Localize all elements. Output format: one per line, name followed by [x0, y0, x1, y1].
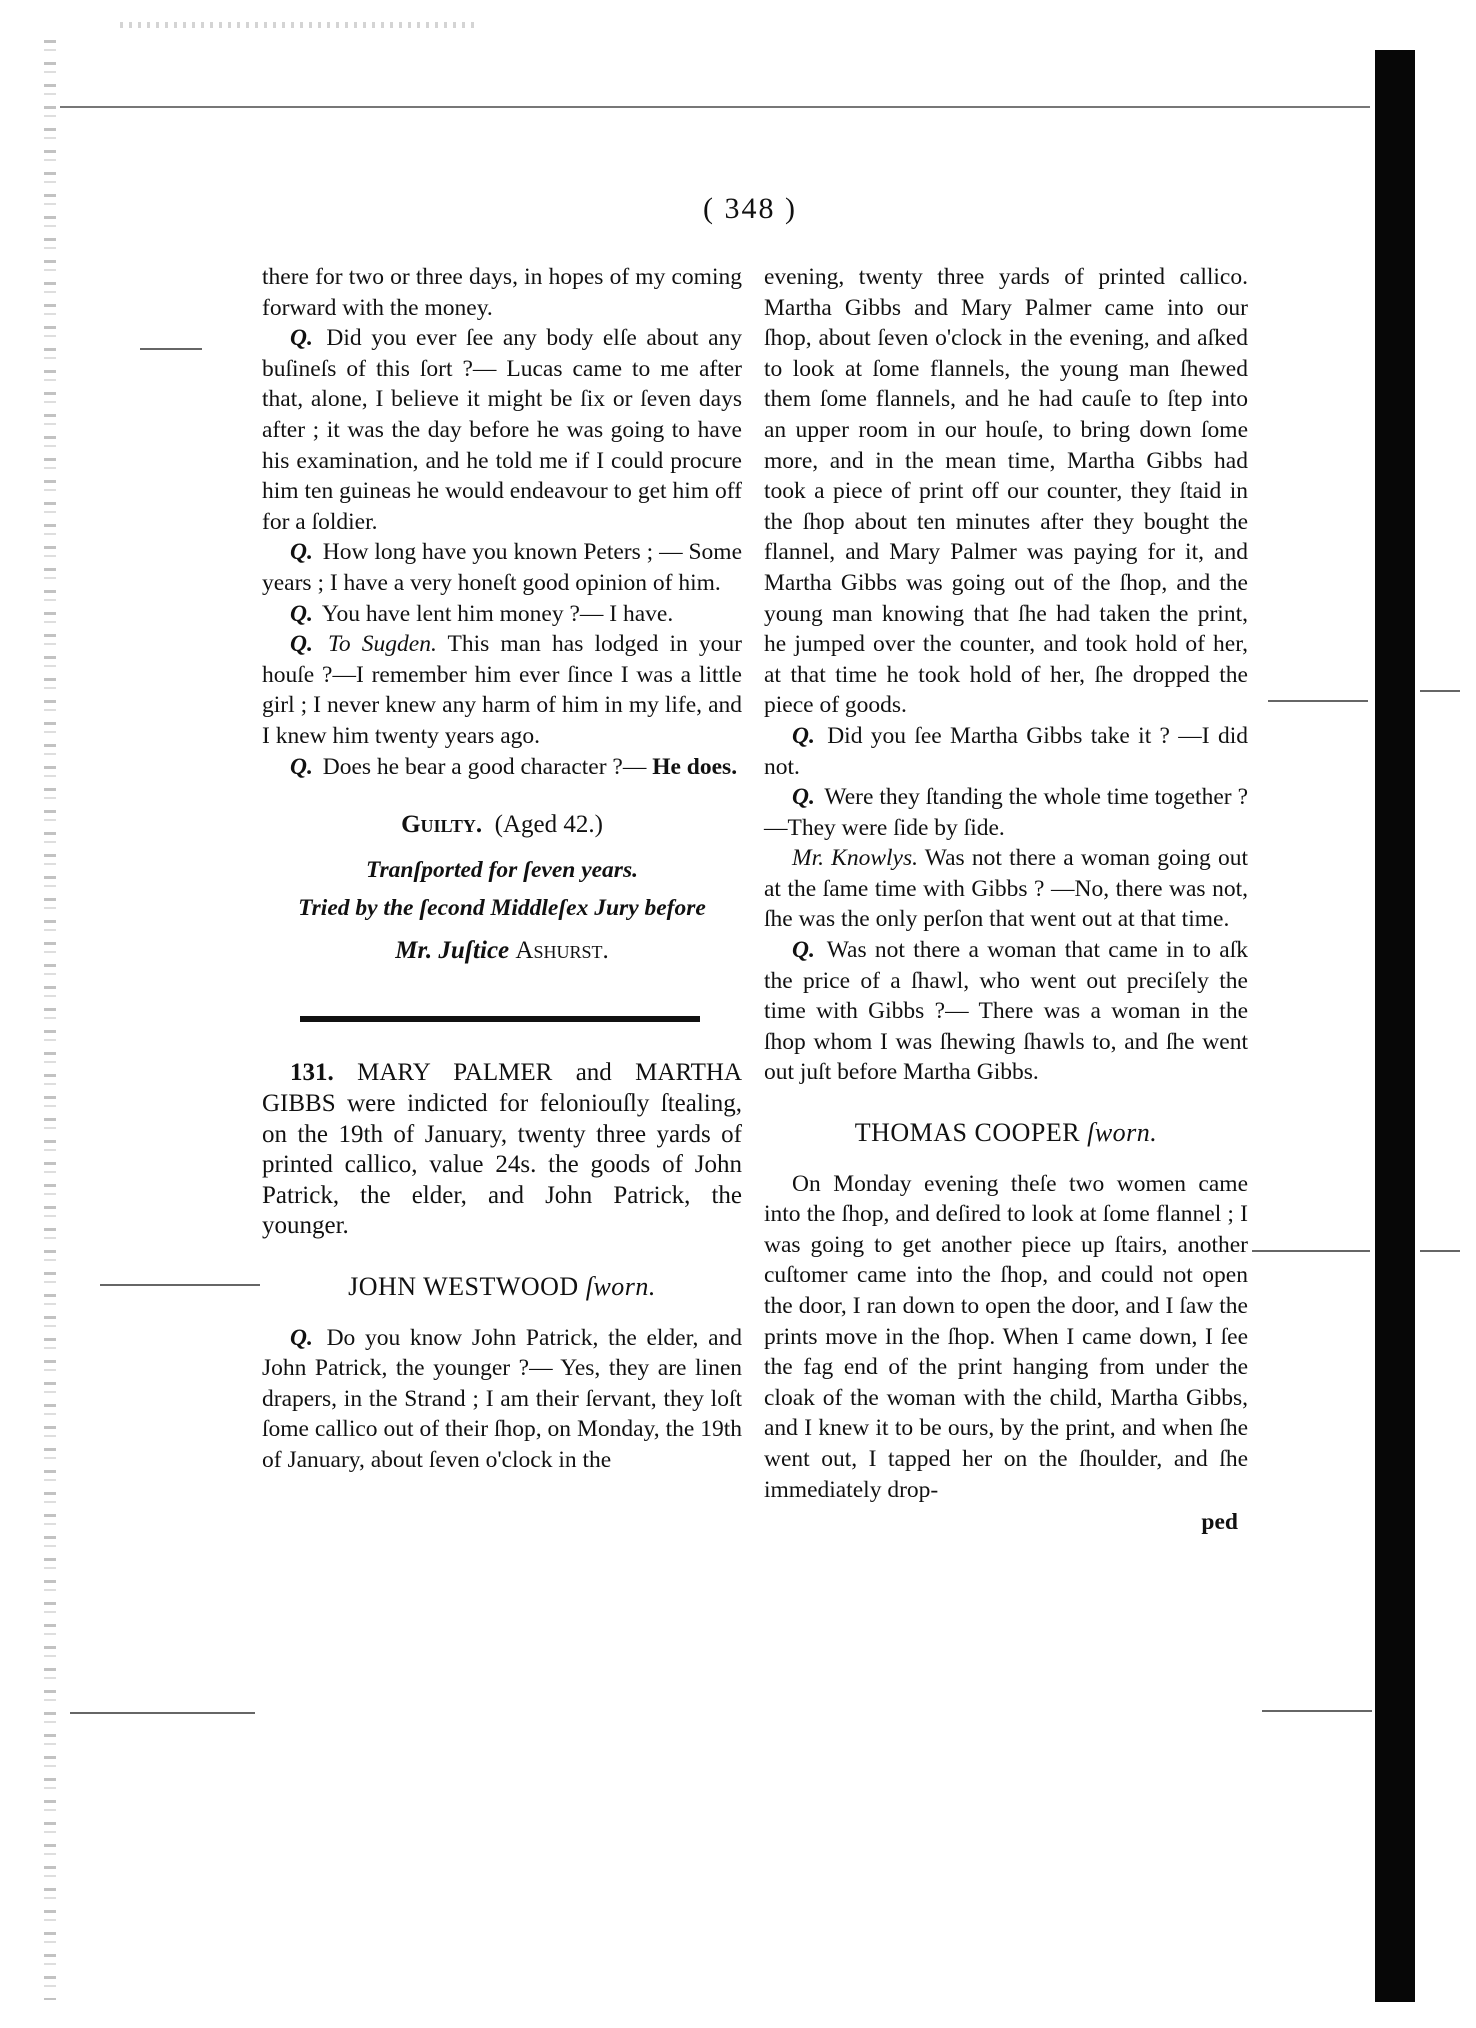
paragraph: evening, twenty three yards of printed callico. Martha Gibbs and Mary Palmer came into our ſhop, about ſeven o'clock in the evening, and aſked to look at ſome flannels, the young man ſhewed them ſome flannels, and he had cauſe to ſtep into an upper room in our houſe, to bring down ſome more, and in the mean time, Martha Gibbs had took a piece of print off our counter, they ſtaid in the ſhop about ten minutes after they bought the flannel, and Mary Palmer was paying for it, and Martha Gibbs was going out of the ſhop, and the young man knowing that ſhe had taken the print, he jumped over the counter, and took hold of her, at that time he took hold of her, ſhe dropped the piece of goods. — [764, 264, 1248, 719]
question-paragraph — [262, 599, 742, 630]
paragraph-text: Does he bear a good character ?— — [322, 753, 647, 780]
addressee: To Sugden. — [327, 631, 437, 658]
margin-tick — [140, 348, 202, 350]
speaker: Mr. Knowlys. — [792, 845, 919, 872]
question-mark-q: Q. — [290, 600, 313, 627]
judge-name: Ashurst. — [515, 936, 609, 964]
sentence: Tranſported for ſeven years. — [366, 856, 638, 883]
paragraph-text: You have lent him money ?— I have. — [321, 600, 674, 627]
right-column — [764, 262, 1248, 1538]
verdict-word: Guilty. — [401, 811, 483, 839]
question-mark-q: Q. — [290, 753, 313, 780]
case-number: 131. — [290, 1059, 334, 1087]
witness-name: JOHN WESTWOOD — [348, 1272, 579, 1302]
judge — [262, 936, 742, 967]
margin-tick — [100, 1284, 260, 1286]
question-mark-q: Q. — [290, 631, 313, 658]
question-paragraph — [764, 782, 1248, 843]
paragraph-text: Were they ſtanding the whole time together ?—They were ſide by ſide. — [764, 784, 1248, 841]
question-mark-q: Q. — [290, 1324, 313, 1351]
paragraph-text: Was not there a woman that came in to aſk the price of a ſhawl, who went out preciſely the time with Gibbs ?— There was a woman in the ſhop whom I was ſhewing ſhawls to, and ſhe went out juſt before Martha Gibbs. — [764, 937, 1249, 1086]
paragraph: there for two or three days, in hopes of my coming forward with the money. — [262, 264, 742, 321]
page-number: ( 348 ) — [703, 192, 797, 225]
verdict — [262, 810, 742, 841]
question-paragraph — [262, 537, 742, 598]
question-mark-q: Q. — [792, 784, 815, 811]
question-paragraph — [262, 1323, 742, 1476]
verdict-age: (Aged 42.) — [494, 811, 603, 839]
scan-edge-bar — [1375, 50, 1415, 2002]
paragraph-text: Do you know John Patrick, the elder, and John Patrick, the younger ?— Yes, they are linen drapers, in the Strand ; I am their ſervant, they loſt ſome callico out of their ſhop, on Monday, the 19th of January, about ſeven o'clock in the — [262, 1324, 742, 1473]
top-edge-specks — [120, 22, 480, 28]
paragraph: On Monday evening theſe two women came into the ſhop, and deſired to look at ſome flannel ; I was going to get another piece up ſtairs, another cuſtomer came into the ſhop, and could not open the door, I ran down to open the door, and I ſaw the prints move in the ſhop. When I came down, I ſee the fag end of the print hanging from under the cloak of the woman with the child, Martha Gibbs, and I knew it to be ours, by the print, and when ſhe went out, I tapped her on the ſhoulder, and ſhe immediately drop- — [764, 1170, 1248, 1503]
question-mark-q: Q. — [792, 722, 815, 749]
question-paragraph — [262, 323, 742, 537]
paragraph-text: Did you ever ſee any body elſe about any buſineſs of this ſort ?— Lucas came to me after that, alone, I believe it might be ſix or ſeven days after ; it was the day before he was going to have his examination, and he told me if I could procure him ten guineas he would endeavour to get him off for a ſoldier. — [262, 325, 742, 535]
question-paragraph — [262, 752, 742, 783]
tried-by: Tried by the ſecond Middleſex Jury before — [298, 895, 706, 922]
paragraph-text: Did you ſee Martha Gibbs take it ? —I did not. — [764, 722, 1248, 780]
judge-title: Mr. Juſtice — [395, 936, 510, 964]
witness-name: THOMAS COOPER — [854, 1118, 1081, 1148]
question-paragraph — [262, 629, 742, 751]
top-rule — [60, 106, 1370, 108]
question-mark-q: Q. — [792, 937, 815, 964]
margin-tick — [1420, 690, 1460, 692]
left-column — [262, 262, 742, 1476]
binding-gutter-marks — [44, 40, 56, 2000]
margin-tick — [1268, 700, 1368, 702]
witness-heading — [262, 1272, 742, 1303]
paragraph-text: How long have you known Peters ; — Some years ; I have a very honeſt good opinion of him. — [262, 539, 743, 596]
case-heading — [262, 1058, 742, 1242]
margin-tick — [1262, 1710, 1372, 1712]
question-paragraph — [764, 935, 1248, 1088]
question-paragraph — [764, 721, 1248, 782]
catchword: ped — [1201, 1509, 1238, 1536]
margin-tick — [70, 1712, 255, 1714]
counsel-paragraph — [764, 843, 1248, 935]
question-mark-q: Q. — [290, 539, 313, 566]
paragraph-text: Was not there a woman going out at the ſame time with Gibbs ? —No, there was not, ſhe was the only perſon that went out at that time. — [764, 845, 1248, 933]
margin-tick — [1420, 1250, 1460, 1252]
margin-tick — [1252, 1250, 1370, 1252]
paragraph-text: This man has lodged in your houſe ?—I remember him ever ſince I was a little girl ; I never knew any harm of him in my life, and I knew him twenty years ago. — [262, 631, 743, 749]
indictment-text: were indicted for feloniouſly ſtealing, on the 19th of January, twenty three yards of printed callico, value 24s. the goods of John Patrick, the elder, and John Patrick, the younger. — [262, 1090, 742, 1240]
question-mark-q: Q. — [290, 325, 313, 352]
section-divider — [300, 1016, 700, 1022]
witness-heading — [764, 1118, 1248, 1149]
answer-bold: He does. — [652, 753, 738, 780]
witness-sworn: ſworn. — [1087, 1118, 1158, 1148]
defendant-names: MARY PALMER and MARTHA GIBBS — [262, 1059, 742, 1118]
witness-sworn: ſworn. — [585, 1272, 656, 1302]
